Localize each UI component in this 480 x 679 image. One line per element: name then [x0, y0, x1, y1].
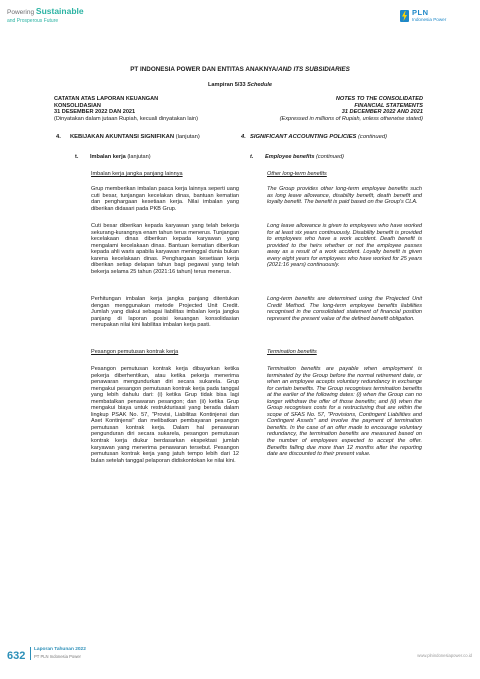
paragraph-termination-right: Termination benefits are payable when employment is terminated by the Group before the normal retirement date, or when an employee accepts voluntary redundancy in exchange for certain benefits. The Group recognises termination benefits at the earlier of the following dates: (i) when the Group can no longer withdraw the offer of those benefits; and (ii) when the Group recognises costs for a restructuring that are within the scope of SFAS No. 57, "Provisions, Contingent Liabilities and Contingent Assets" and involve the payment of termination benefits. In the case of an offer made to encourage voluntary redundancy, the termination benefits are measured based on the number of employees expected to accept the offer. Benefits falling due more than 12 months after the reporting date are discounted to their present value. — [267, 366, 422, 458]
schedule-en: Schedule — [247, 82, 273, 88]
paragraph-long-leave-left: Cuti besar diberikan kepada karyawan yang telah bekerja sekurang-kurangnya enam tahun terus menerus. Tunjangan kecelakaan dinas diberikan kepada karyawan yang mengalami kecelakaan dinas. Bantuan kematian diberikan kepada ahli waris apabila karyawan meninggal dunia bukan karena kecelakaan dinas. Penghargaan kesetiaan kerja diberikan setiap delapan tahun bagi pegawai yang telah bekerja selama 25 tahun (2021:16 tahun) terus menerus. — [91, 223, 239, 275]
footer-website[interactable]: www.plnindonesiapower.co.id — [417, 653, 472, 658]
paragraph-projected-unit-credit-left: Perhitungan imbalan kerja jangka panjang ditentukan dengan menggunakan metode Projected Unit Credit. Jumlah yang diakui sebagai liabilitas imbalan kerja jangka panjang di laporan posisi keuangan konsolidasian merupakan nilai kini liabilitas imbalan kerja pasti. — [91, 296, 239, 329]
title-en: AND ITS SUBSIDIARIES — [278, 66, 350, 73]
paragraph-termination-left: Pesangon pemutusan kontrak kerja dibayarkan ketika pekerja diberhentikan, atau ketika pekerja menerima penawaran mengundurkan diri secara sukarela. Grup mengakui pesangon pemutusan kontrak kerja pada tanggal yang lebih dahulu dari: (i) ketika Grup tidak bisa lagi membatalkan penawaran pesangon; dan (ii) ketika Grup mengakui biaya untuk restrukturisasi yang berada dalam lingkup PSAK No. 57, "Provisi, Liabilitas Kontinjensi dan Aset Kontinjensi" dan melibatkan pembayaran pesangon pemutusan kontrak kerja. Dalam hal penawaran pengunduran diri secara sukarela, pesangon pemutusan kontrak kerja diukur berdasarkan ekspektasi jumlah karyawan yang menerima penawaran tersebut. Pesangon pemutusan kontrak kerja yang jatuh tempo lebih dari 12 bulan setelah tanggal pelaporan didiskontokan ke nilai kini. — [91, 366, 239, 464]
footer-divider — [30, 647, 31, 660]
left-header-line3: 31 DESEMBER 2022 DAN 2021 — [54, 109, 136, 116]
paragraph-other-benefits-right: The Group provides other long-term employee benefits such as long leave allowance, disability benefit, death benefit and loyalty benefit. The benefit is paid based on the Group's CLA. — [267, 186, 422, 206]
subsection-number: t. — [250, 154, 254, 160]
paragraph-projected-unit-credit-right: Long-term benefits are determined using the Projected Unit Credit Method. The long-term employee benefits liabilities recognised in the consolidated statement of financial position represent the present value of the defined benefit obligation. — [267, 296, 422, 322]
subsection-title: Imbalan kerja — [90, 154, 126, 160]
section-continued: (lanjutan) — [174, 134, 200, 140]
document-title — [0, 66, 480, 73]
right-header-line2: FINANCIAL STATEMENTS — [354, 102, 423, 109]
section-number: 4. — [241, 134, 246, 140]
left-header — [54, 96, 244, 122]
section-continued: (continued) — [356, 134, 388, 140]
pln-lightning-icon — [400, 10, 409, 22]
tagline-accent: Sustainable — [35, 6, 84, 16]
subheading-termination-left: Pesangon pemutusan kontrak kerja — [91, 349, 179, 355]
section-heading-right — [241, 134, 387, 140]
section-number: 4. — [56, 134, 61, 140]
tagline-prefix: Powering — [7, 9, 36, 16]
pln-logo-text: PLN — [412, 8, 429, 17]
footer-company: PT PLN Indonesia Power — [34, 654, 81, 659]
section-title: KEBIJAKAN AKUNTANSI SIGNIFIKAN — [70, 134, 175, 140]
left-header-line2: KONSOLIDASIAN — [54, 102, 101, 109]
footer-report-title: Laporan Tahunan 2022 — [34, 647, 86, 652]
tagline-line2: and Prosperous Future — [7, 18, 59, 24]
subsection-continued: (continued) — [314, 154, 344, 160]
right-header-line1: NOTES TO THE CONSOLIDATED — [335, 96, 423, 102]
pln-logo — [400, 9, 472, 25]
section-title: SIGNIFICANT ACCOUNTING POLICIES — [250, 134, 357, 140]
left-header-line1: CATATAN ATAS LAPORAN KEUANGAN — [54, 96, 159, 102]
left-header-note: (Dinyatakan dalam jutaan Rupiah, kecuali dinyatakan lain) — [54, 115, 198, 122]
paragraph-other-benefits-left: Grup memberikan imbalan pasca kerja lainnya seperti uang cuti besar, tunjangan kecelakan dinas, bantuan kematian dan penghargaan kesetiaan kerja. Nilai imbalan yang diberikan didasari pada PKB Grup. — [91, 186, 239, 212]
subsection-continued: (lanjutan) — [125, 154, 151, 160]
right-header-line3: 31 DECEMBER 2022 AND 2021 — [341, 109, 423, 116]
right-header — [240, 96, 423, 122]
section-heading-left — [56, 134, 200, 140]
schedule-id: Lampiran 5/33 — [207, 82, 248, 88]
paragraph-long-leave-right: Long leave allowance is given to employees who have worked for at least six years continuously. Disability benefit is provided to employees who have a work accident. Death benefit is provided to the heirs whether or not the employee passes away as a result of a work accident. Loyalty benefit is given every eight years for employees who have worked for 25 years (2021:16 years) continuously. — [267, 223, 422, 269]
brand-tagline — [7, 7, 84, 25]
page-number: 632 — [7, 650, 26, 662]
subsection-heading-right — [250, 154, 344, 160]
pln-logo-subtitle: Indonesia Power — [412, 17, 447, 22]
schedule-label — [0, 82, 480, 88]
title-id: PT INDONESIA POWER DAN ENTITAS ANAKNYA/ — [130, 66, 279, 73]
subheading-other-long-term-right: Other long-term benefits — [267, 171, 327, 177]
subsection-number: t. — [75, 154, 79, 160]
subsection-heading-left — [75, 154, 151, 160]
subheading-other-long-term-left: Imbalan kerja jangka panjang lainnya — [91, 171, 183, 177]
right-header-note: (Expressed in millions of Rupiah, unless otherwise stated) — [279, 115, 423, 122]
subheading-termination-right: Termination benefits — [267, 349, 317, 355]
subsection-title: Employee benefits — [265, 154, 315, 160]
